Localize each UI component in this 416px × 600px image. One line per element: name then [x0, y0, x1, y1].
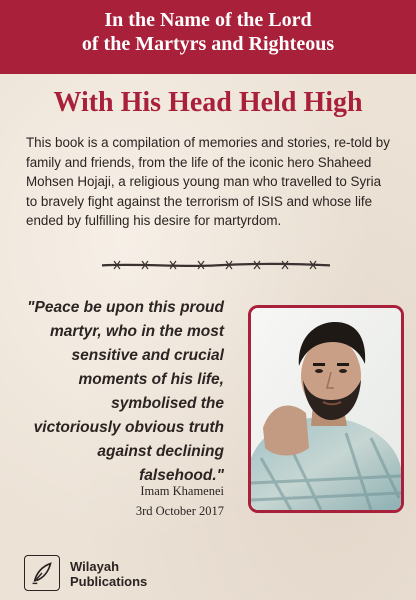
quote-author: Imam Khamenei	[140, 484, 224, 498]
banner-line-2: of the Martyrs and Righteous	[81, 33, 335, 55]
publisher-name-line-2: Publications	[70, 574, 148, 589]
header-banner	[0, 0, 416, 74]
publisher-name-line-1: Wilayah	[70, 559, 120, 574]
quill-icon	[24, 555, 60, 591]
quote-date: 3rd October 2017	[135, 504, 224, 518]
barbed-wire-icon	[100, 254, 332, 276]
book-description: This book is a compilation of memories and stories, re-told by family and friends, from the life of the iconic hero Shaheed Mohsen Hojaji, a religious young man who travelled to Syria to bravely fight against the terrorism of ISIS and whose life ended by fulfilling his desire for martyrdom.	[26, 135, 390, 228]
quote-text: "Peace be upon this proud martyr, who in the most sensitive and crucial moments of his life, symbolised the victoriously obvious truth against declining falsehood."	[27, 299, 224, 484]
book-title: With His Head Held High	[53, 87, 363, 118]
portrait-photo	[248, 305, 404, 513]
banner-line-1: In the Name of the Lord	[104, 9, 312, 31]
